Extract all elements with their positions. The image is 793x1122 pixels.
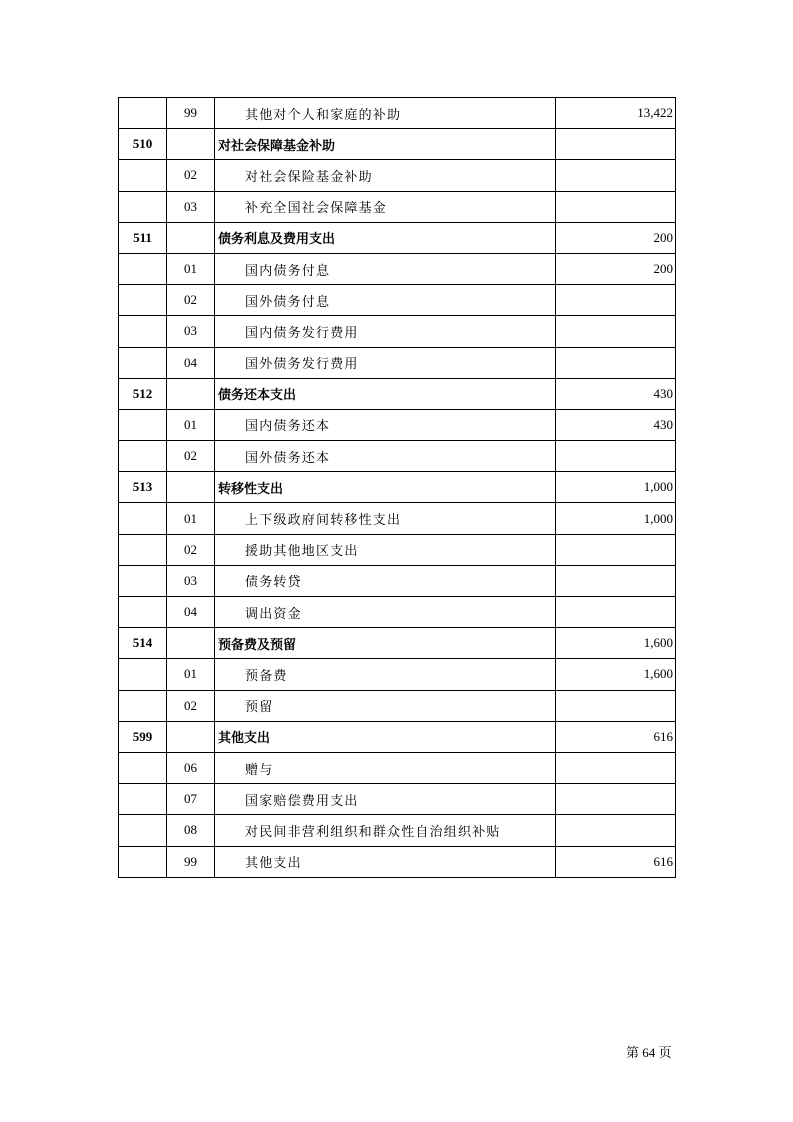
table-row [119,160,676,191]
item-name-cell: 国内债务还本 [215,409,556,440]
subcode-cell [167,472,215,503]
amount-cell [556,347,676,378]
category-code-cell [119,534,167,565]
item-name-cell: 补充全国社会保障基金 [215,191,556,222]
subcode-cell: 02 [167,285,215,316]
category-row [119,628,676,659]
amount-cell: 200 [556,222,676,253]
category-code-cell [119,316,167,347]
subcode-cell: 07 [167,784,215,815]
item-name-cell: 债务还本支出 [215,378,556,409]
item-name-cell: 预备费 [215,659,556,690]
item-name-cell: 国外债务发行费用 [215,347,556,378]
item-name-cell: 调出资金 [215,597,556,628]
table-row [119,441,676,472]
category-code-cell [119,565,167,596]
item-name-cell: 预备费及预留 [215,628,556,659]
category-row [119,472,676,503]
category-code-cell: 513 [119,472,167,503]
amount-cell [556,690,676,721]
subcode-cell: 08 [167,815,215,846]
table-row [119,316,676,347]
category-code-cell [119,98,167,129]
table-row [119,597,676,628]
subcode-cell: 02 [167,534,215,565]
item-name-cell: 对社会保险基金补助 [215,160,556,191]
item-name-cell: 其他对个人和家庭的补助 [215,98,556,129]
amount-cell: 616 [556,721,676,752]
category-row [119,222,676,253]
amount-cell: 430 [556,409,676,440]
item-name-cell: 国家赔偿费用支出 [215,784,556,815]
category-code-cell [119,441,167,472]
amount-cell: 1,000 [556,472,676,503]
table-row [119,565,676,596]
table-row [119,534,676,565]
amount-cell: 1,600 [556,628,676,659]
amount-cell [556,160,676,191]
item-name-cell: 援助其他地区支出 [215,534,556,565]
item-name-cell: 转移性支出 [215,472,556,503]
item-name-cell: 国外债务还本 [215,441,556,472]
amount-cell [556,815,676,846]
item-name-cell: 国内债务发行费用 [215,316,556,347]
category-code-cell: 511 [119,222,167,253]
amount-cell [556,752,676,783]
amount-cell [556,784,676,815]
category-code-cell [119,659,167,690]
subcode-cell: 04 [167,347,215,378]
table-row [119,503,676,534]
subcode-cell [167,129,215,160]
amount-cell [556,191,676,222]
subcode-cell: 03 [167,565,215,596]
amount-cell [556,285,676,316]
subcode-cell: 01 [167,409,215,440]
subcode-cell: 01 [167,659,215,690]
table-row [119,347,676,378]
category-code-cell: 510 [119,129,167,160]
table-body [119,98,676,878]
category-code-cell [119,160,167,191]
amount-cell [556,129,676,160]
subcode-cell: 03 [167,191,215,222]
item-name-cell: 其他支出 [215,721,556,752]
expenditure-table [118,97,676,878]
subcode-cell [167,721,215,752]
amount-cell [556,316,676,347]
subcode-cell: 99 [167,98,215,129]
table-row [119,98,676,129]
table-row [119,846,676,877]
item-name-cell: 对社会保障基金补助 [215,129,556,160]
category-code-cell [119,503,167,534]
category-code-cell [119,191,167,222]
subcode-cell: 01 [167,253,215,284]
item-name-cell: 国外债务付息 [215,285,556,316]
category-row [119,721,676,752]
amount-cell: 1,600 [556,659,676,690]
item-name-cell: 债务转贷 [215,565,556,596]
amount-cell [556,565,676,596]
table-row [119,285,676,316]
subcode-cell: 02 [167,690,215,721]
item-name-cell: 其他支出 [215,846,556,877]
category-row [119,129,676,160]
amount-cell [556,597,676,628]
category-code-cell [119,846,167,877]
table-row [119,191,676,222]
category-code-cell [119,784,167,815]
category-code-cell [119,690,167,721]
category-code-cell [119,253,167,284]
amount-cell [556,441,676,472]
amount-cell: 13,422 [556,98,676,129]
subcode-cell [167,628,215,659]
table-row [119,784,676,815]
item-name-cell: 赠与 [215,752,556,783]
subcode-cell [167,378,215,409]
amount-cell: 1,000 [556,503,676,534]
table-row [119,253,676,284]
category-code-cell [119,815,167,846]
subcode-cell: 02 [167,441,215,472]
subcode-cell: 04 [167,597,215,628]
category-code-cell [119,752,167,783]
table-row [119,752,676,783]
table-row [119,815,676,846]
category-code-cell: 512 [119,378,167,409]
table-row [119,690,676,721]
category-code-cell [119,409,167,440]
subcode-cell [167,222,215,253]
item-name-cell: 对民间非营利组织和群众性自治组织补贴 [215,815,556,846]
subcode-cell: 99 [167,846,215,877]
subcode-cell: 02 [167,160,215,191]
subcode-cell: 06 [167,752,215,783]
item-name-cell: 债务利息及费用支出 [215,222,556,253]
table-row [119,659,676,690]
item-name-cell: 国内债务付息 [215,253,556,284]
amount-cell [556,534,676,565]
amount-cell: 200 [556,253,676,284]
amount-cell: 430 [556,378,676,409]
table-row [119,409,676,440]
category-row [119,378,676,409]
category-code-cell: 514 [119,628,167,659]
subcode-cell: 01 [167,503,215,534]
category-code-cell [119,285,167,316]
subcode-cell: 03 [167,316,215,347]
category-code-cell [119,597,167,628]
item-name-cell: 上下级政府间转移性支出 [215,503,556,534]
item-name-cell: 预留 [215,690,556,721]
page-number: 第 64 页 [626,1045,672,1060]
category-code-cell [119,347,167,378]
category-code-cell: 599 [119,721,167,752]
amount-cell: 616 [556,846,676,877]
